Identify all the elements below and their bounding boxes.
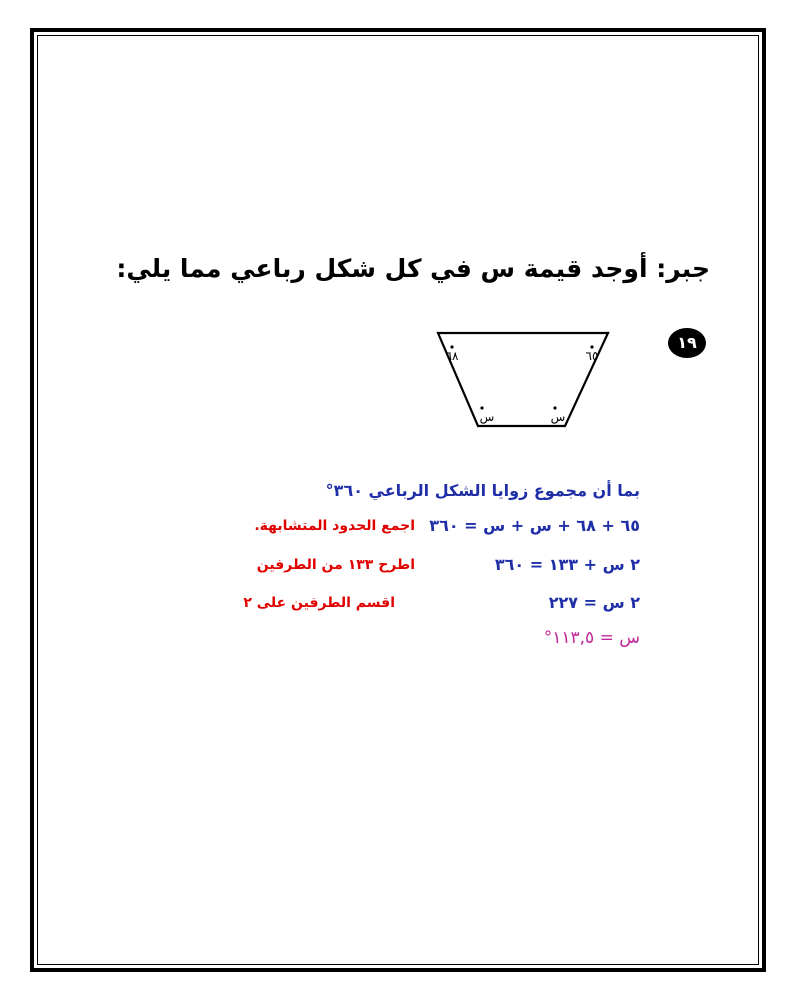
trapezoid-figure xyxy=(430,328,615,433)
final-answer: س = ١١٣,٥° xyxy=(543,628,640,648)
angle-label-top-left: ٦٨ xyxy=(445,349,459,363)
angle-label-bottom-left: س xyxy=(479,410,495,424)
step-3-note: اقسم الطرفين على ٢ xyxy=(243,595,395,611)
angle-label-bottom-right: س xyxy=(550,410,566,424)
angle-label-top-right: ٦٥ xyxy=(585,349,599,363)
page-border-inner xyxy=(37,35,759,965)
step-1-note: اجمع الحدود المتشابهة. xyxy=(254,518,415,534)
step-3-equation: ٢ س = ٢٢٧ xyxy=(548,593,640,612)
trapezoid-shape xyxy=(438,333,608,426)
solution-intro: بما أن مجموع زوايا الشكل الرباعي ٣٦٠° xyxy=(325,481,640,500)
problem-number-badge: ١٩ xyxy=(668,328,706,358)
step-2-equation: ٢ س + ١٣٣ = ٣٦٠ xyxy=(494,555,640,574)
step-2-note: اطرح ١٣٣ من الطرفين xyxy=(256,557,415,573)
page-title: جبر: أوجد قيمة س في كل شكل رباعي مما يلي: xyxy=(116,254,710,283)
step-1-equation: ٦٥ + ٦٨ + س + س = ٣٦٠ xyxy=(429,516,640,535)
